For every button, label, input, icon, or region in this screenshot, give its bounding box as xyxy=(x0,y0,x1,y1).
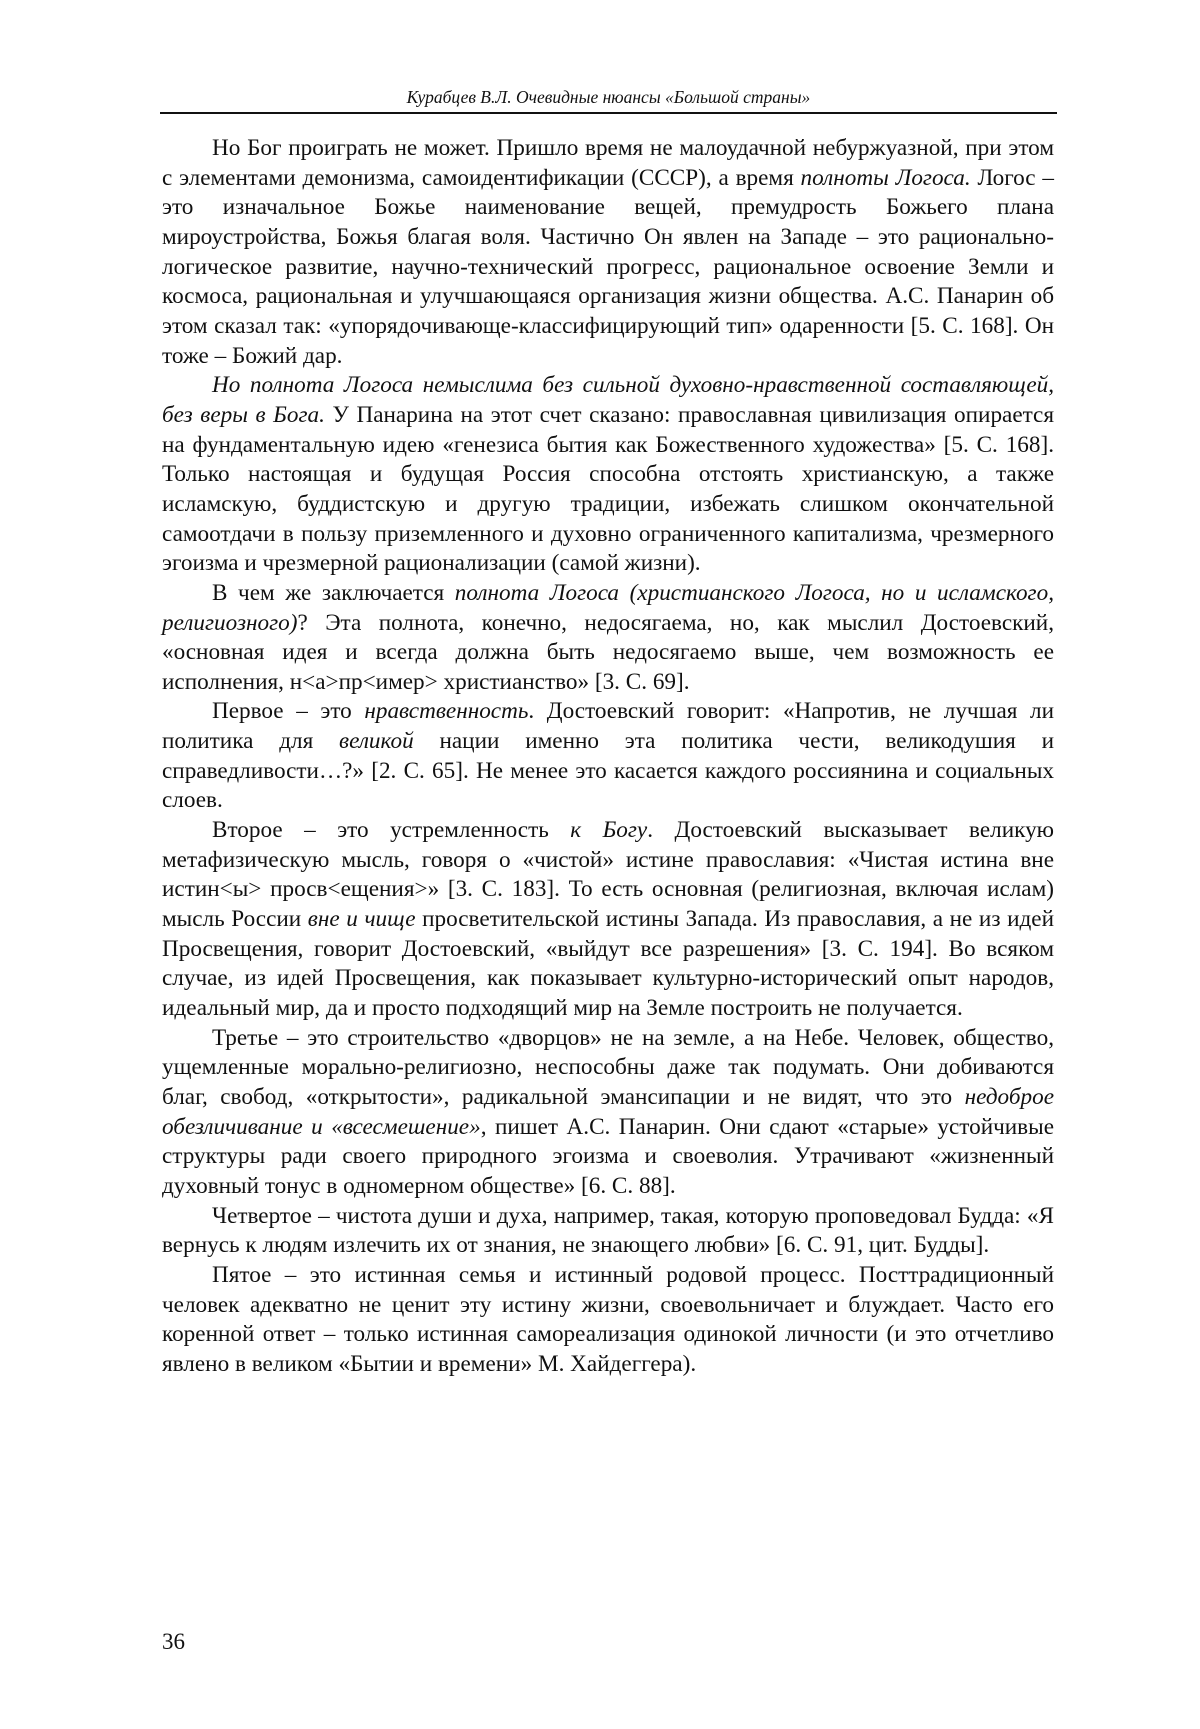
text-run: нации именно эта политика чести, великодушия и справедливости…?» [2. С. 65]. Не менее это касается каждого россиянина и социальных слоев. xyxy=(162,728,1054,814)
text-run: У Панарина на этот счет сказано: православная цивилизация опирается на фундаментальную идею «генезиса бытия как Божественного художества» [5. С. 168]. Только настоящая и будущая Россия способна отстоять христианскую, а также исламскую, буддистскую и другую традиции, избежать слишком окончательной самоотдачи в пользу приземленного и духовно ограниченного капитализма, чрезмерного эгоизма и чрезмерной рационализации (самой жизни). xyxy=(162,401,1055,577)
emphasis-run: недоброе обезличивание и «всесмешение» xyxy=(162,1084,1054,1140)
paragraph-1 xyxy=(162,134,1054,371)
running-header: Курабцев В.Л. Очевидные нюансы «Большой страны» xyxy=(406,87,811,107)
text-run: Пятое – это истинная семья и истинный родовой процесс. Посттрадиционный человек адекватно не ценит эту истину жизни, своевольничает и блуждает. Часто его коренной ответ – только истинная самореализация одинокой личности (и это отчетливо явлено в великом «Бытии и времени» М. Хайдеггера). xyxy=(162,1261,1054,1377)
paragraph-7 xyxy=(162,1202,1054,1261)
text-run: Третье – это строительство «дворцов» не на земле, а на Небе. Человек, общество, ущемленные морально-религиозно, неспособны даже так подумать. Они добиваются благ, свобод, «открытости», радикальной эмансипации и не видят, что это xyxy=(162,1024,1054,1110)
paragraph-6 xyxy=(162,1024,1054,1202)
paragraph-5 xyxy=(162,816,1054,1024)
paragraph-4 xyxy=(162,697,1054,816)
text-run: Четвертое – чистота души и духа, например, такая, которую проповедовал Будда: «Я вернусь к людям излечить их от знания, не знающего любви» [6. С. 91, цит. Будды]. xyxy=(162,1202,1054,1259)
text-run: ? Эта полнота, конечно, недосягаема, но, как мыслил Достоевский, «основная идея и всегда должна быть недосягаемо выше, чем возможность ее исполнения, н<а>пр<имер> христианство» [3. С. 69]. xyxy=(162,609,1054,695)
text-run: просветительской истины Запада. Из православия, а не из идей Просвещения, говорит Достоевский, «выйдут все разрешения» [3. С. 194]. Во всяком случае, из идей Просвещения, как показывает культурно-исторический опыт народов, идеальный мир, да и просто подходящий мир на Земле построить не получается. xyxy=(162,906,1054,1022)
emphasis-run: Но полнота Логоса немыслима без сильной духовно-нравственной составляющей, без веры в Бога. xyxy=(162,372,1054,428)
text-run: . Достоевский высказывает великую метафизическую мысль, говоря о «чистой» истине православия: «Чистая истина вне истин<ы> просв<ещения>» [3. С. 183]. То есть основная (религиозная, включая ислам) мысль России xyxy=(162,817,1054,933)
emphasis-run: к Богу xyxy=(570,817,648,844)
text-run: В чем же заключается xyxy=(212,579,455,606)
header-rule xyxy=(160,112,1057,114)
emphasis-run: великой xyxy=(339,728,414,755)
emphasis-run: вне и чище xyxy=(307,906,416,933)
text-run: Второе – это устремленность xyxy=(212,817,571,844)
text-run: Но Бог проиграть не может. Пришло время не малоудачной небуржуазной, при этом с элементами демонизма, самоидентификации (СССР), а время xyxy=(162,135,1054,191)
emphasis-run: полнота Логоса (христианского Логоса, но и исламского, религиозного) xyxy=(162,579,1054,636)
emphasis-run: нравственность xyxy=(364,698,529,725)
text-run: , пишет А.С. Панарин. Они сдают «старые» устойчивые структуры ради своего природного эгоизма и своеволия. Утрачивают «жизненный духовный тонус в одномерном обществе» [6. С. 88]. xyxy=(162,1113,1055,1199)
paragraph-8 xyxy=(162,1261,1054,1380)
page-number: 36 xyxy=(162,1629,185,1654)
text-run: Первое – это xyxy=(212,698,365,725)
emphasis-run: полноты Логоса. xyxy=(800,164,971,191)
article-body xyxy=(162,134,1054,1380)
paragraph-3 xyxy=(162,579,1054,698)
text-run: . Достоевский говорит: «Напротив, не лучшая ли политика для xyxy=(162,698,1054,755)
text-run: Логос – это изначальное Божье наименование вещей, премудрость Божьего плана мироустройства, Божья благая воля. Частично Он явлен на Западе – это рационально-логическое развитие, научно-технический прогресс, рациональное освоение Земли и космоса, рациональная и улучшающаяся организация жизни общества. А.С. Панарин об этом сказал так: «упорядочивающе-классифицирующий тип» одаренности [5. С. 168]. Он тоже – Божий дар. xyxy=(162,164,1054,369)
paragraph-2 xyxy=(162,371,1054,579)
